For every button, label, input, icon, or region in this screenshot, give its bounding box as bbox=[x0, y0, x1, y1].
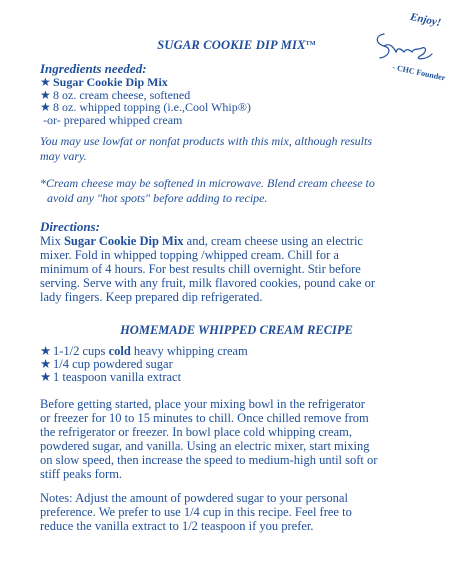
ingredient-text: 1 teaspoon vanilla extract bbox=[53, 370, 182, 384]
text-run: Mix bbox=[40, 234, 64, 248]
note-line: avoid any "hot spots" before adding to recipe. bbox=[47, 191, 268, 205]
notes-line: reduce the vanilla extract to 1/2 teaspoon if you prefer. bbox=[40, 519, 314, 533]
ingredients-heading: Ingredients needed: bbox=[40, 61, 147, 76]
instructions-line: Before getting started, place your mixing bowl in the refrigerator bbox=[40, 397, 365, 411]
ingredient-item bbox=[40, 101, 460, 114]
enjoy-text: Enjoy! bbox=[409, 10, 443, 30]
note-line: *Cream cheese may be softened in microwave. Blend cream cheese to bbox=[40, 176, 375, 190]
lowfat-note bbox=[40, 134, 460, 164]
ingredient-text: Sugar Cookie Dip Mix bbox=[53, 75, 168, 89]
whipped-cream-instructions bbox=[40, 397, 460, 481]
star-icon: ★ bbox=[40, 100, 51, 114]
whipped-cream-heading: HOMEMADE WHIPPED CREAM RECIPE bbox=[120, 323, 353, 337]
text-run-bold: cold bbox=[108, 344, 131, 358]
note-line: may vary. bbox=[40, 149, 87, 163]
whipped-cream-ingredients bbox=[40, 345, 460, 384]
instructions-line: or freezer for 10 to 15 minutes to chill. Once chilled remove from bbox=[40, 411, 369, 425]
text-run: and, cream cheese using an electric bbox=[183, 234, 363, 248]
text-run-bold: Sugar Cookie Dip Mix bbox=[63, 234, 184, 248]
ingredient-item bbox=[40, 371, 460, 384]
ingredient-text: 1/4 cup powdered sugar bbox=[53, 357, 173, 371]
notes-line: Notes: Adjust the amount of powdered sugar to your personal bbox=[40, 491, 348, 505]
directions-line bbox=[40, 234, 460, 248]
star-icon: ★ bbox=[40, 370, 52, 384]
trademark-mark: TM bbox=[305, 41, 316, 47]
text-run: heavy whipping cream bbox=[130, 344, 248, 358]
star-icon: ★ bbox=[40, 87, 51, 102]
text-run: 1-1/2 cups bbox=[53, 344, 109, 358]
star-icon: ★ bbox=[40, 357, 52, 371]
directions-line: serving. Serve with any fruit, milk flavored cookies, pound cake or bbox=[40, 276, 375, 290]
cream-cheese-note bbox=[40, 176, 460, 206]
directions-heading: Directions: bbox=[40, 219, 100, 234]
directions-line: minimum of 4 hours. For best results chill overnight. Stir before bbox=[40, 262, 361, 276]
ingredients-section bbox=[40, 62, 460, 126]
ingredient-text: 8 oz. whipped topping (i.e.,Cool Whip®) bbox=[53, 100, 251, 114]
directions-line: lady fingers. Keep prepared dip refrigerated. bbox=[40, 290, 263, 304]
page-title bbox=[0, 38, 473, 53]
ingredient-item: -or- prepared whipped cream bbox=[43, 112, 183, 127]
title-text: SUGAR COOKIE DIP MIX bbox=[157, 38, 306, 52]
notes-line: preference. We prefer to use 1/4 cup in this recipe. Feel free to bbox=[40, 505, 352, 519]
instructions-line: powdered sugar, and vanilla. Using an electric mixer, start mixing bbox=[40, 439, 370, 453]
instructions-line: the refrigerator or freezer. In bowl place cold whipping cream, bbox=[40, 425, 353, 439]
star-icon: ★ bbox=[40, 344, 52, 358]
directions-section bbox=[40, 220, 460, 304]
notes-section bbox=[40, 491, 460, 533]
instructions-line: stiff peaks form. bbox=[40, 467, 123, 481]
star-icon: ★ bbox=[40, 75, 51, 89]
directions-line: mixer. Fold in whipped topping /whipped cream. Chill for a bbox=[40, 248, 339, 262]
founder-text: - CHC Founder bbox=[391, 62, 447, 83]
note-line: You may use lowfat or nonfat products with this mix, although results bbox=[40, 134, 373, 148]
instructions-line: on slow speed, then increase the speed to medium-high until soft or bbox=[40, 453, 378, 467]
ingredient-text: 8 oz. cream cheese, softened bbox=[53, 87, 191, 102]
